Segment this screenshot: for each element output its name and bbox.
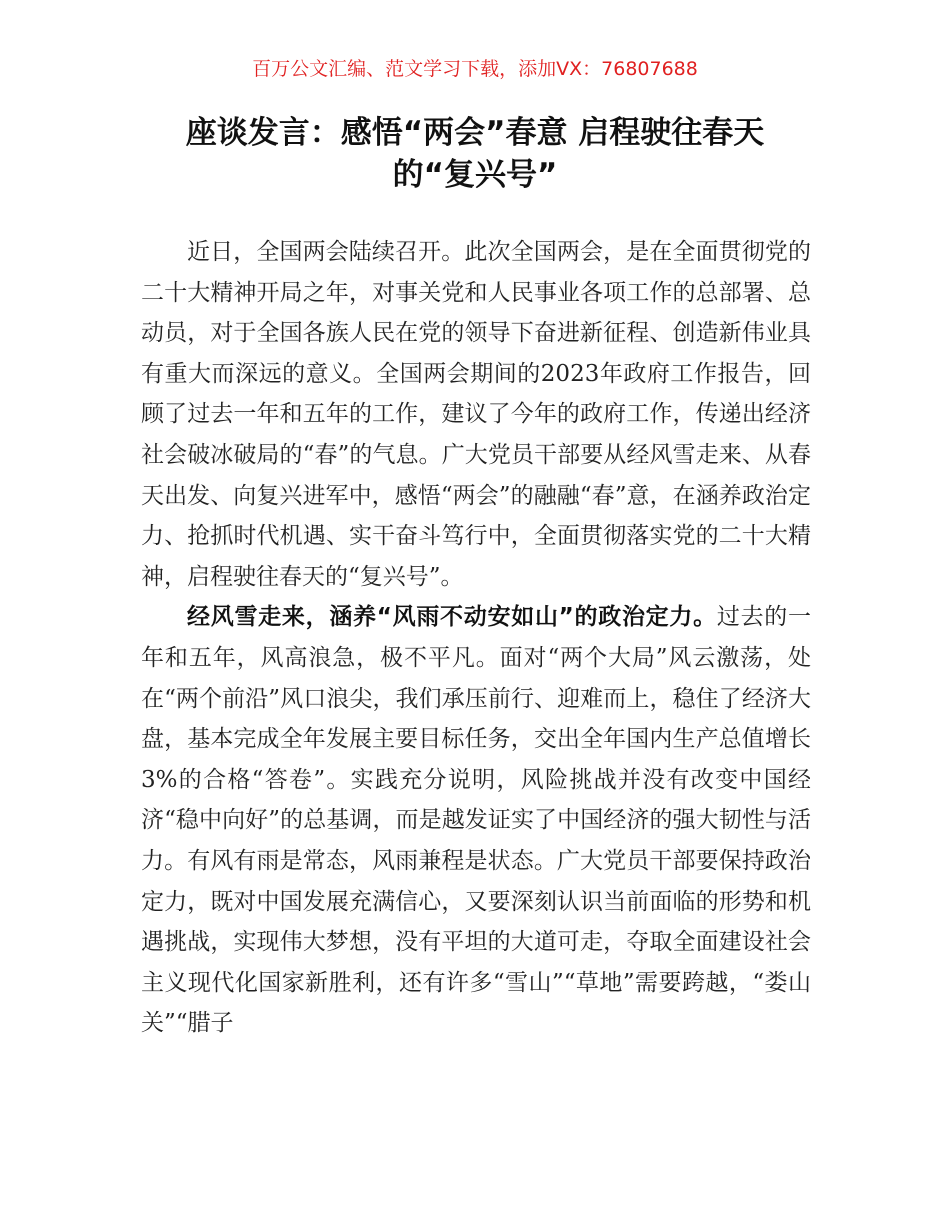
document-body: [141, 232, 811, 1044]
title-line-1: 座谈发言：感悟“两会”春意 启程驶往春天: [185, 115, 765, 151]
paragraph-lead: 经风雪走来，涵养“风雨不动安如山”的政治定力。: [187, 604, 717, 631]
paragraph-text: 过去的一年和五年，风高浪急，极不平凡。面对“两个大局”风云激荡，处在“两个前沿”风口浪尖，我们承压前行、迎难而上，稳住了经济大盘，基本完成全年发展主要目标任务，交出全年国内生产总值增长3%的合格“答卷”。实践充分说明，风险挑战并没有改变中国经济“稳中向好”的总基调，而是越发证实了中国经济的强大韧性与活力。有风有雨是常态，风雨兼程是状态。广大党员干部要保持政治定力，既对中国发展充满信心，又要深刻认识当前面临的形势和机遇挑战，实现伟大梦想，没有平坦的大道可走，夺取全面建设社会主义现代化国家新胜利，还有许多“雪山”“草地”需要跨越，“娄山关”“腊子: [141, 604, 812, 1037]
paragraph-text: 近日，全国两会陆续召开。此次全国两会，是在全面贯彻党的二十大精神开局之年，对事关党和人民事业各项工作的总部署、总动员，对于全国各族人民在党的领导下奋进新征程、创造新伟业具有重大而深远的意义。全国两会期间的2023年政府工作报告，回顾了过去一年和五年的工作，建议了今年的政府工作，传递出经济社会破冰破局的“春”的气息。广大党员干部要从经风雪走来、从春天出发、向复兴进军中，感悟“两会”的融融“春”意，在涵养政治定力、抢抓时代机遇、实干奋斗笃行中，全面贯彻落实党的二十大精神，启程驶往春天的“复兴号”。: [141, 239, 811, 590]
download-note-header: 百万公文汇编、范文学习下载，添加VX：76807688: [252, 58, 698, 80]
paragraph: [141, 232, 811, 597]
title-line-2: 的“复兴号”: [392, 157, 558, 193]
paragraph: [141, 597, 811, 1044]
document-title: [100, 112, 850, 196]
